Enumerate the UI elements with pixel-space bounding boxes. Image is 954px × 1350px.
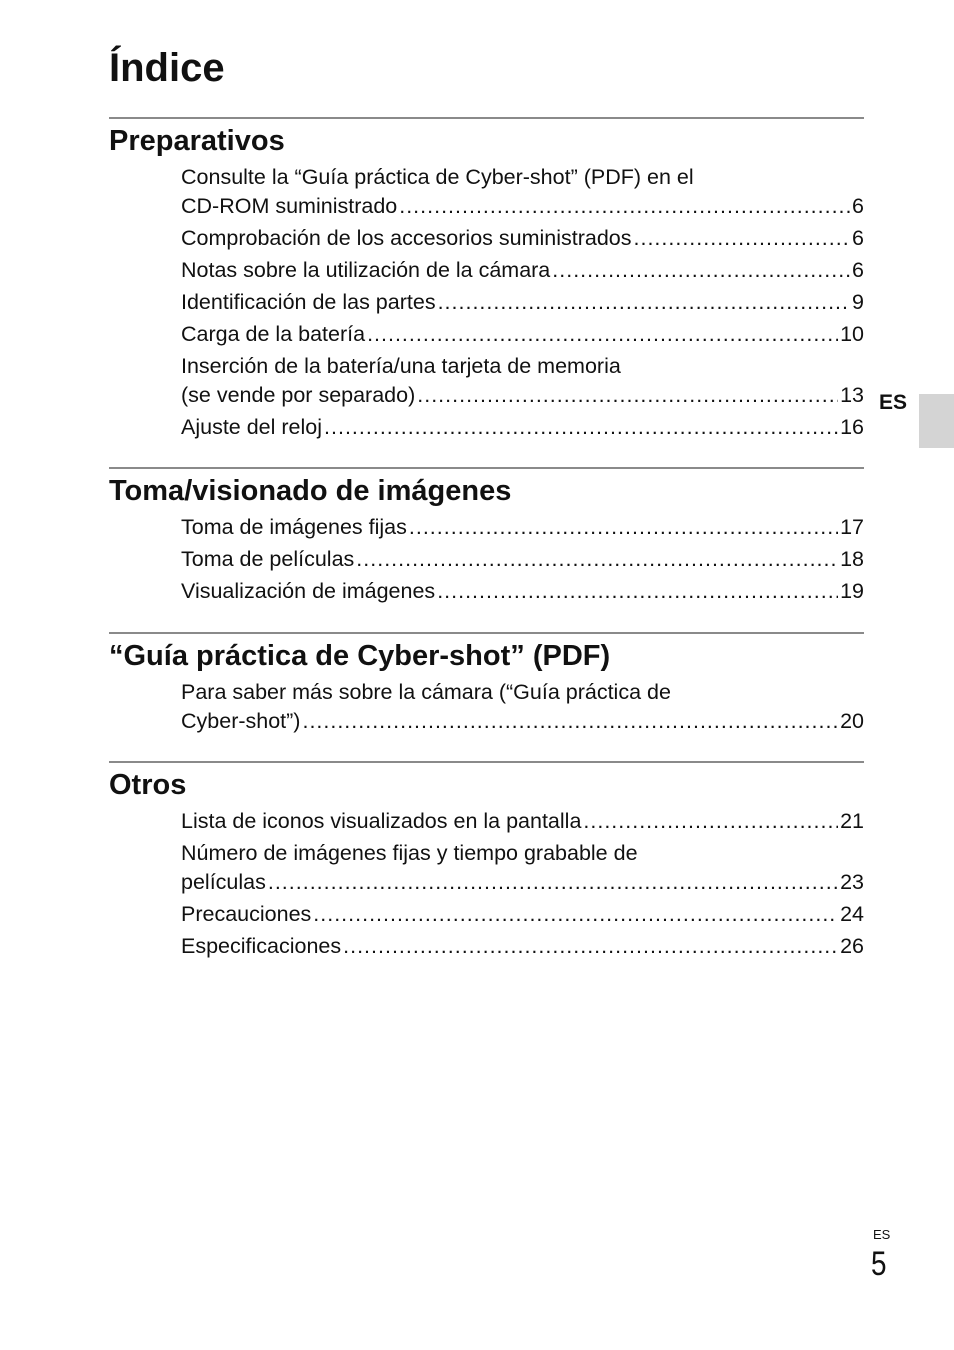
section-guia-practica xyxy=(109,632,864,739)
toc-entry[interactable] xyxy=(181,352,864,413)
toc-page-number: 6 xyxy=(852,226,864,250)
section-divider xyxy=(109,632,864,634)
dot-leader xyxy=(356,545,838,574)
section-divider xyxy=(109,467,864,469)
toc-page-number: 16 xyxy=(840,415,864,439)
toc-entry-list xyxy=(181,513,864,609)
toc-page-number: 13 xyxy=(840,383,864,407)
toc-page-number: 24 xyxy=(840,902,864,926)
toc-entry-text: Cyber-shot”) xyxy=(181,709,301,733)
dot-leader xyxy=(409,513,838,542)
toc-entry-text: Toma de películas xyxy=(181,547,355,571)
toc-entry-list xyxy=(181,807,864,964)
toc-page-number: 18 xyxy=(840,547,864,571)
dot-leader xyxy=(583,807,838,836)
dot-leader xyxy=(438,288,850,317)
toc-entry[interactable] xyxy=(181,839,864,900)
section-divider xyxy=(109,117,864,119)
toc-entry[interactable] xyxy=(181,807,864,839)
toc-entry-text: Identificación de las partes xyxy=(181,290,436,314)
toc-entry-text: Comprobación de los accesorios suministrados xyxy=(181,226,632,250)
toc-entry-text: Especificaciones xyxy=(181,934,342,958)
toc-page-number: 23 xyxy=(840,870,864,894)
section-preparativos xyxy=(109,117,864,445)
toc-entry-text: Ajuste del reloj xyxy=(181,415,323,439)
dot-leader xyxy=(313,900,838,929)
language-tab-marker xyxy=(919,394,954,448)
toc-entry-text: Carga de la batería xyxy=(181,322,366,346)
dot-leader xyxy=(399,192,850,221)
toc-page-number: 20 xyxy=(840,709,864,733)
toc-entry-text: (se vende por separado) xyxy=(181,383,416,407)
toc-page-number: 21 xyxy=(840,809,864,833)
toc-entry[interactable] xyxy=(181,932,864,964)
toc-entry[interactable] xyxy=(181,288,864,320)
toc-entry-text: Lista de iconos visualizados en la pantalla xyxy=(181,809,582,833)
toc-page-number: 9 xyxy=(852,290,864,314)
toc-entry[interactable] xyxy=(181,413,864,445)
toc-entry-text: CD-ROM suministrado xyxy=(181,194,398,218)
dot-leader xyxy=(417,381,838,410)
toc-entry-text: películas xyxy=(181,870,266,894)
dot-leader xyxy=(367,320,838,349)
toc-entry-text: Notas sobre la utilización de la cámara xyxy=(181,258,551,282)
toc-page-number: 19 xyxy=(840,579,864,603)
toc-page-number: 6 xyxy=(852,194,864,218)
section-divider xyxy=(109,761,864,763)
toc-page-number: 26 xyxy=(840,934,864,958)
toc-entry-list xyxy=(181,163,864,445)
toc-entry[interactable] xyxy=(181,577,864,609)
toc-entry-text-line1: Consulte la “Guía práctica de Cyber-shot” (PDF) en el xyxy=(181,165,694,189)
section-heading: Otros xyxy=(109,769,187,801)
toc-page-number: 6 xyxy=(852,258,864,282)
page-title: Índice xyxy=(109,46,225,90)
toc-entry[interactable] xyxy=(181,224,864,256)
toc-page-number: 17 xyxy=(840,515,864,539)
toc-page-number: 10 xyxy=(840,322,864,346)
section-toma-visionado xyxy=(109,467,864,609)
dot-leader xyxy=(268,868,838,897)
toc-entry-text-line1: Número de imágenes fijas y tiempo grabable de xyxy=(181,841,638,865)
toc-entry[interactable] xyxy=(181,545,864,577)
dot-leader xyxy=(343,932,838,961)
section-heading: “Guía práctica de Cyber-shot” (PDF) xyxy=(109,640,611,672)
toc-entry[interactable] xyxy=(181,320,864,352)
page-number: 5 xyxy=(871,1245,887,1283)
toc-entry[interactable] xyxy=(181,513,864,545)
language-tab-label: ES xyxy=(879,391,908,414)
section-otros xyxy=(109,761,864,964)
dot-leader xyxy=(437,577,838,606)
dot-leader xyxy=(552,256,850,285)
toc-entry-text-line1: Para saber más sobre la cámara (“Guía práctica de xyxy=(181,680,671,704)
section-heading: Preparativos xyxy=(109,125,285,157)
footer-language-code: ES xyxy=(873,1227,891,1242)
toc-entry-list xyxy=(181,678,864,739)
toc-entry[interactable] xyxy=(181,900,864,932)
toc-entry-text-line1: Inserción de la batería/una tarjeta de memoria xyxy=(181,354,621,378)
toc-entry-text: Precauciones xyxy=(181,902,312,926)
toc-entry-text: Toma de imágenes fijas xyxy=(181,515,407,539)
toc-entry[interactable] xyxy=(181,256,864,288)
toc-entry-text: Visualización de imágenes xyxy=(181,579,436,603)
section-heading: Toma/visionado de imágenes xyxy=(109,475,512,507)
dot-leader xyxy=(302,707,838,736)
dot-leader xyxy=(324,413,838,442)
dot-leader xyxy=(634,224,851,253)
toc-entry[interactable] xyxy=(181,678,864,739)
toc-entry[interactable] xyxy=(181,163,864,224)
